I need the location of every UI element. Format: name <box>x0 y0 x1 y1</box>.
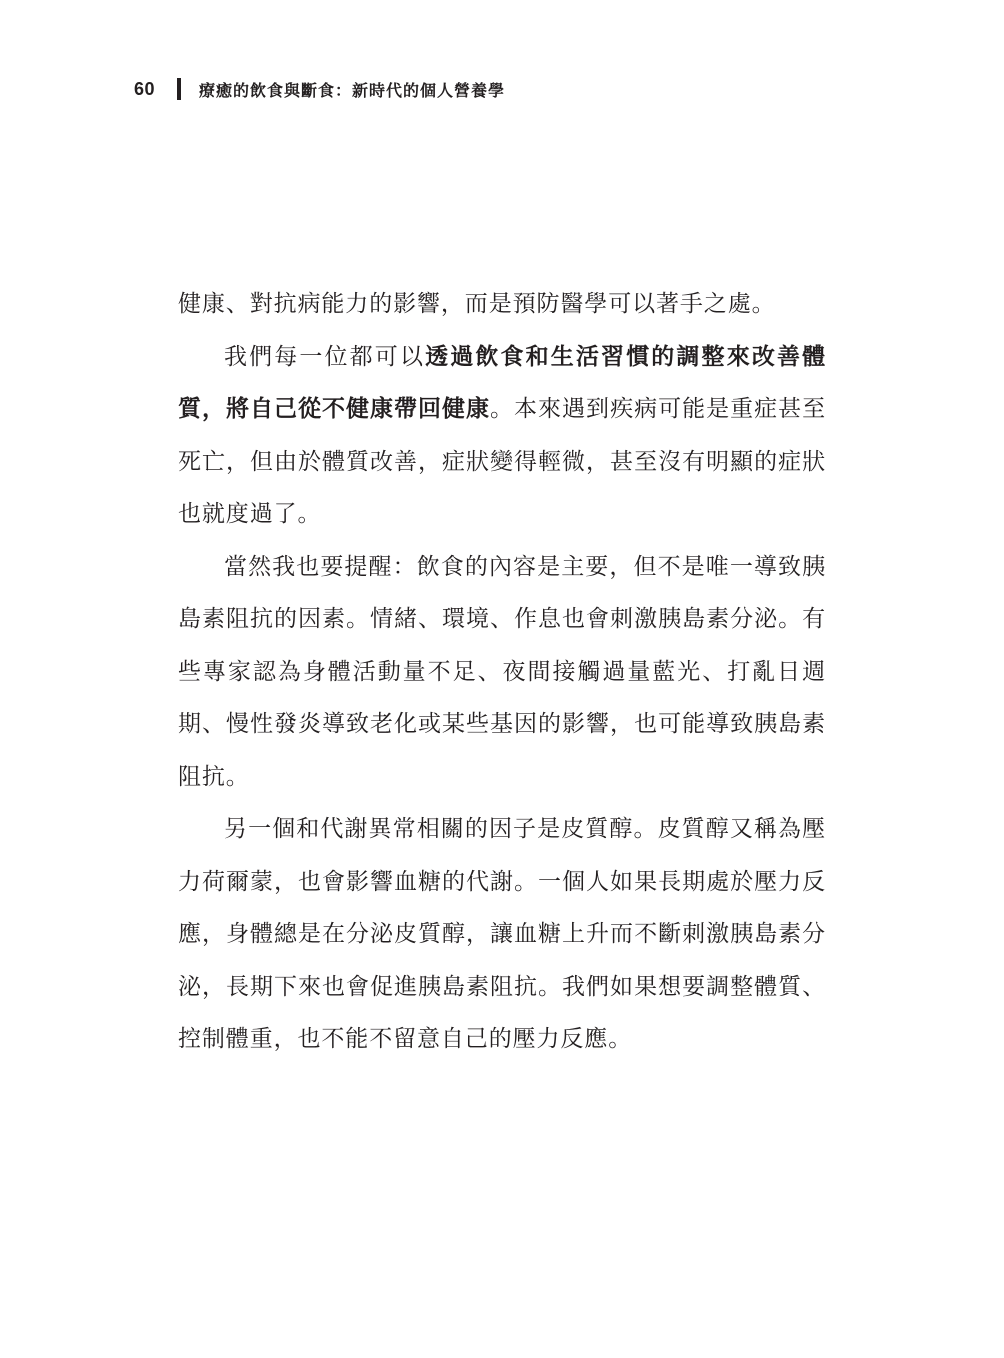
body-text <box>178 278 826 1066</box>
page-number: 60 <box>134 78 156 99</box>
header-divider <box>177 78 181 100</box>
paragraph-2 <box>178 331 826 541</box>
emphasized-text: 透過飲食和生活習慣的調整來改善體質，將自己從不健康帶回健康 <box>178 343 826 422</box>
paragraph-3: 當然我也要提醒：飲食的內容是主要，但不是唯一導致胰島素阻抗的因素。情緒、環境、作息也會刺激胰島素分泌。有些專家認為身體活動量不足、夜間接觸過量藍光、打亂日週期、慢性發炎導致老化或某些基因的影響，也可能導致胰島素阻抗。 <box>178 553 826 790</box>
paragraph-2-rest: 。本來遇到疾病可能是重症甚至死亡，但由於體質改善，症狀變得輕微，甚至沒有明顯的症狀也就度過了。 <box>178 396 826 527</box>
paragraph-2-lead: 我們每一位都可以 <box>224 343 426 370</box>
paragraph-4: 另一個和代謝異常相關的因子是皮質醇。皮質醇又稱為壓力荷爾蒙，也會影響血糖的代謝。一個人如果長期處於壓力反應，身體總是在分泌皮質醇，讓血糖上升而不斷刺激胰島素分泌，長期下來也會促進胰島素阻抗。我們如果想要調整體質、控制體重，也不能不留意自己的壓力反應。 <box>178 816 826 1052</box>
paragraph-1: 健康、對抗病能力的影響，而是預防醫學可以著手之處。 <box>178 291 776 317</box>
running-head <box>134 73 505 105</box>
book-title: 療癒的飲食與斷食：新時代的個人營養學 <box>199 80 506 100</box>
